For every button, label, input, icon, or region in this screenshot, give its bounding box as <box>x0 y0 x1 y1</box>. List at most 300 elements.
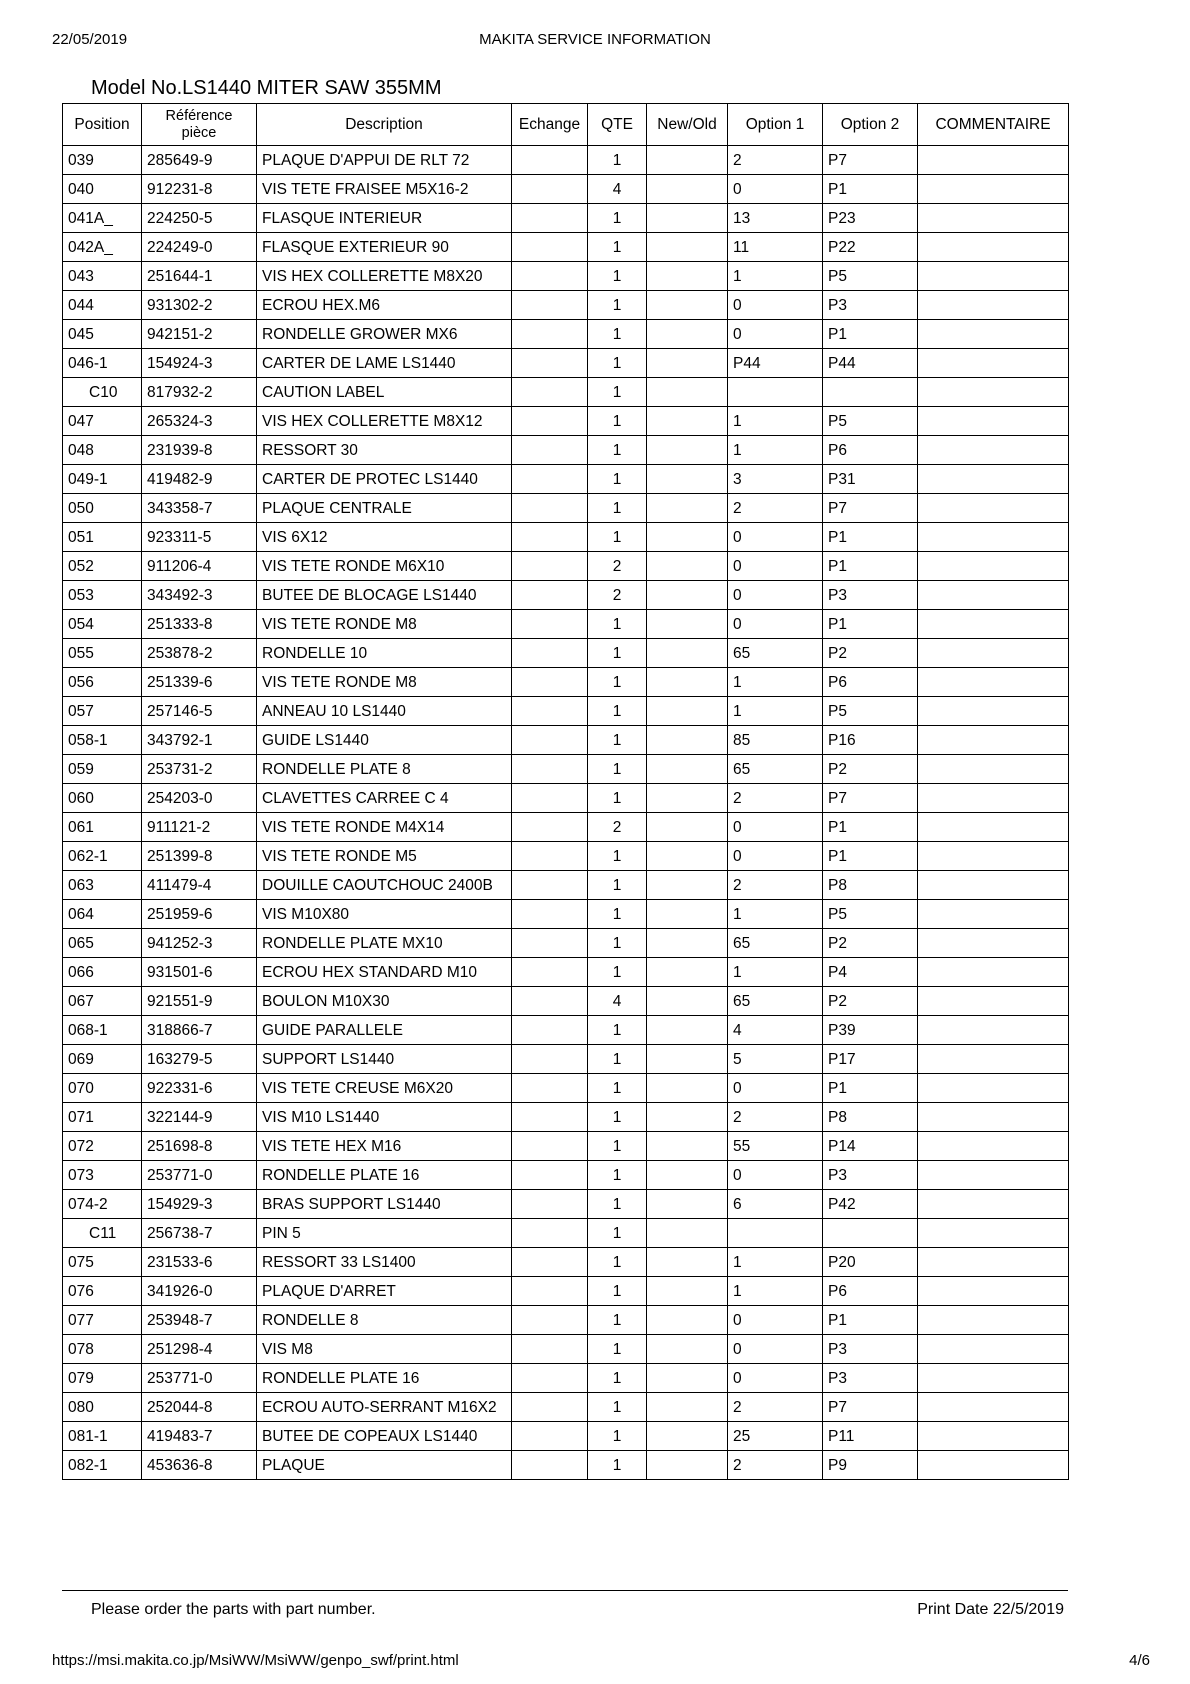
table-row <box>63 320 1069 349</box>
commentaire-cell <box>918 1364 1069 1393</box>
description-cell: PIN 5 <box>257 1219 512 1248</box>
option-1-cell: 0 <box>728 1161 823 1190</box>
new-old-cell <box>647 639 728 668</box>
commentaire-cell <box>918 929 1069 958</box>
echange-cell <box>512 291 588 320</box>
qte-cell: 1 <box>588 291 647 320</box>
description-cell: VIS TETE RONDE M6X10 <box>257 552 512 581</box>
new-old-cell <box>647 291 728 320</box>
commentaire-cell <box>918 262 1069 291</box>
qte-cell: 1 <box>588 639 647 668</box>
description-cell: PLAQUE CENTRALE <box>257 494 512 523</box>
echange-cell <box>512 407 588 436</box>
commentaire-cell <box>918 552 1069 581</box>
qte-cell: 1 <box>588 1103 647 1132</box>
col-header-option-2: Option 2 <box>823 104 918 146</box>
table-row <box>63 784 1069 813</box>
new-old-cell <box>647 233 728 262</box>
description-cell: VIS HEX COLLERETTE M8X20 <box>257 262 512 291</box>
description-cell: BUTEE DE BLOCAGE LS1440 <box>257 581 512 610</box>
echange-cell <box>512 1103 588 1132</box>
position-cell: 039 <box>63 146 142 175</box>
commentaire-cell <box>918 726 1069 755</box>
description-cell: RONDELLE PLATE 16 <box>257 1364 512 1393</box>
new-old-cell <box>647 349 728 378</box>
position-cell: 063 <box>63 871 142 900</box>
option-2-cell: P39 <box>823 1016 918 1045</box>
description-cell: RONDELLE 10 <box>257 639 512 668</box>
table-row <box>63 204 1069 233</box>
description-cell: VIS TETE FRAISEE M5X16-2 <box>257 175 512 204</box>
commentaire-cell <box>918 465 1069 494</box>
reference-cell: 231939-8 <box>142 436 257 465</box>
description-cell: CARTER DE PROTEC LS1440 <box>257 465 512 494</box>
table-row <box>63 987 1069 1016</box>
commentaire-cell <box>918 407 1069 436</box>
description-cell: DOUILLE CAOUTCHOUC 2400B <box>257 871 512 900</box>
option-2-cell <box>823 1219 918 1248</box>
commentaire-cell <box>918 639 1069 668</box>
option-1-cell: 0 <box>728 320 823 349</box>
echange-cell <box>512 552 588 581</box>
qte-cell: 1 <box>588 668 647 697</box>
qte-cell: 1 <box>588 465 647 494</box>
new-old-cell <box>647 407 728 436</box>
reference-cell: 256738-7 <box>142 1219 257 1248</box>
new-old-cell <box>647 1306 728 1335</box>
option-1-cell: 0 <box>728 552 823 581</box>
option-1-cell: 0 <box>728 581 823 610</box>
option-1-cell: 65 <box>728 755 823 784</box>
commentaire-cell <box>918 320 1069 349</box>
new-old-cell <box>647 610 728 639</box>
commentaire-cell <box>918 871 1069 900</box>
position-cell: 056 <box>63 668 142 697</box>
description-cell: ECROU HEX STANDARD M10 <box>257 958 512 987</box>
position-cell: 058-1 <box>63 726 142 755</box>
new-old-cell <box>647 204 728 233</box>
option-2-cell: P1 <box>823 610 918 639</box>
echange-cell <box>512 204 588 233</box>
qte-cell: 1 <box>588 1132 647 1161</box>
option-2-cell: P1 <box>823 842 918 871</box>
table-row <box>63 900 1069 929</box>
table-row <box>63 668 1069 697</box>
new-old-cell <box>647 146 728 175</box>
qte-cell: 1 <box>588 842 647 871</box>
option-2-cell: P8 <box>823 871 918 900</box>
table-row <box>63 523 1069 552</box>
table-row <box>63 813 1069 842</box>
reference-cell: 921551-9 <box>142 987 257 1016</box>
reference-cell: 251298-4 <box>142 1335 257 1364</box>
description-cell: VIS TETE RONDE M5 <box>257 842 512 871</box>
echange-cell <box>512 755 588 784</box>
option-2-cell: P5 <box>823 262 918 291</box>
table-row <box>63 871 1069 900</box>
commentaire-cell <box>918 291 1069 320</box>
option-1-cell: 11 <box>728 233 823 262</box>
reference-cell: 419483-7 <box>142 1422 257 1451</box>
description-cell: RESSORT 33 LS1400 <box>257 1248 512 1277</box>
new-old-cell <box>647 581 728 610</box>
option-2-cell: P4 <box>823 958 918 987</box>
option-1-cell: 65 <box>728 987 823 1016</box>
commentaire-cell <box>918 610 1069 639</box>
position-cell: 047 <box>63 407 142 436</box>
description-cell: RESSORT 30 <box>257 436 512 465</box>
qte-cell: 1 <box>588 871 647 900</box>
option-2-cell: P5 <box>823 697 918 726</box>
option-1-cell: 1 <box>728 1277 823 1306</box>
echange-cell <box>512 842 588 871</box>
table-row <box>63 1335 1069 1364</box>
commentaire-cell <box>918 1422 1069 1451</box>
option-1-cell: 25 <box>728 1422 823 1451</box>
position-cell: 062-1 <box>63 842 142 871</box>
reference-cell: 224250-5 <box>142 204 257 233</box>
qte-cell: 1 <box>588 900 647 929</box>
position-cell: 054 <box>63 610 142 639</box>
qte-cell: 1 <box>588 1045 647 1074</box>
option-2-cell: P1 <box>823 523 918 552</box>
option-2-cell: P1 <box>823 1074 918 1103</box>
option-2-cell: P3 <box>823 291 918 320</box>
echange-cell <box>512 1045 588 1074</box>
position-cell: 053 <box>63 581 142 610</box>
option-1-cell: 0 <box>728 291 823 320</box>
option-2-cell: P3 <box>823 1364 918 1393</box>
commentaire-cell <box>918 1190 1069 1219</box>
reference-cell: 154929-3 <box>142 1190 257 1219</box>
commentaire-cell <box>918 1132 1069 1161</box>
new-old-cell <box>647 1277 728 1306</box>
commentaire-cell <box>918 1045 1069 1074</box>
option-2-cell: P7 <box>823 784 918 813</box>
qte-cell: 4 <box>588 987 647 1016</box>
option-2-cell: P3 <box>823 581 918 610</box>
qte-cell: 1 <box>588 1451 647 1480</box>
position-cell: 076 <box>63 1277 142 1306</box>
option-1-cell: 2 <box>728 871 823 900</box>
table-row <box>63 1277 1069 1306</box>
new-old-cell <box>647 1393 728 1422</box>
position-cell: 051 <box>63 523 142 552</box>
option-1-cell <box>728 1219 823 1248</box>
table-row <box>63 552 1069 581</box>
position-cell: C11 <box>63 1219 142 1248</box>
description-cell: CLAVETTES CARREE C 4 <box>257 784 512 813</box>
commentaire-cell <box>918 1306 1069 1335</box>
reference-cell: 253771-0 <box>142 1364 257 1393</box>
commentaire-cell <box>918 1335 1069 1364</box>
position-cell: 065 <box>63 929 142 958</box>
echange-cell <box>512 465 588 494</box>
echange-cell <box>512 1219 588 1248</box>
option-1-cell: 1 <box>728 262 823 291</box>
description-cell: GUIDE LS1440 <box>257 726 512 755</box>
description-cell: PLAQUE D'APPUI DE RLT 72 <box>257 146 512 175</box>
option-2-cell: P22 <box>823 233 918 262</box>
table-row <box>63 1306 1069 1335</box>
new-old-cell <box>647 784 728 813</box>
option-1-cell: 4 <box>728 1016 823 1045</box>
commentaire-cell <box>918 436 1069 465</box>
echange-cell <box>512 1248 588 1277</box>
qte-cell: 1 <box>588 349 647 378</box>
echange-cell <box>512 523 588 552</box>
reference-cell: 254203-0 <box>142 784 257 813</box>
table-row <box>63 1190 1069 1219</box>
new-old-cell <box>647 958 728 987</box>
new-old-cell <box>647 378 728 407</box>
commentaire-cell <box>918 697 1069 726</box>
position-cell: 080 <box>63 1393 142 1422</box>
table-row <box>63 233 1069 262</box>
position-cell: 082-1 <box>63 1451 142 1480</box>
option-1-cell: 0 <box>728 842 823 871</box>
reference-cell: 341926-0 <box>142 1277 257 1306</box>
reference-cell: 911121-2 <box>142 813 257 842</box>
position-cell: 055 <box>63 639 142 668</box>
description-cell: VIS M10 LS1440 <box>257 1103 512 1132</box>
reference-cell: 318866-7 <box>142 1016 257 1045</box>
table-row <box>63 1016 1069 1045</box>
reference-cell: 922331-6 <box>142 1074 257 1103</box>
qte-cell: 1 <box>588 407 647 436</box>
reference-cell: 942151-2 <box>142 320 257 349</box>
option-2-cell: P1 <box>823 552 918 581</box>
option-2-cell: P7 <box>823 146 918 175</box>
reference-cell: 251339-6 <box>142 668 257 697</box>
description-cell: RONDELLE PLATE 8 <box>257 755 512 784</box>
reference-cell: 257146-5 <box>142 697 257 726</box>
new-old-cell <box>647 436 728 465</box>
description-cell: VIS TETE CREUSE M6X20 <box>257 1074 512 1103</box>
commentaire-cell <box>918 349 1069 378</box>
echange-cell <box>512 697 588 726</box>
commentaire-cell <box>918 581 1069 610</box>
option-2-cell: P3 <box>823 1161 918 1190</box>
header-title: MAKITA SERVICE INFORMATION <box>479 31 711 48</box>
reference-cell: 253948-7 <box>142 1306 257 1335</box>
option-1-cell: 5 <box>728 1045 823 1074</box>
echange-cell <box>512 175 588 204</box>
table-row <box>63 262 1069 291</box>
option-1-cell: 55 <box>728 1132 823 1161</box>
echange-cell <box>512 929 588 958</box>
table-row <box>63 1364 1069 1393</box>
table-row <box>63 407 1069 436</box>
option-1-cell: 0 <box>728 813 823 842</box>
position-cell: 048 <box>63 436 142 465</box>
model-title: Model No.LS1440 MITER SAW 355MM <box>91 77 442 99</box>
reference-cell: 343792-1 <box>142 726 257 755</box>
col-header-option-1: Option 1 <box>728 104 823 146</box>
qte-cell: 2 <box>588 813 647 842</box>
qte-cell: 1 <box>588 610 647 639</box>
echange-cell <box>512 146 588 175</box>
description-cell: PLAQUE D'ARRET <box>257 1277 512 1306</box>
option-2-cell: P14 <box>823 1132 918 1161</box>
col-header-commentaire: COMMENTAIRE <box>918 104 1069 146</box>
description-cell: ANNEAU 10 LS1440 <box>257 697 512 726</box>
option-2-cell: P11 <box>823 1422 918 1451</box>
qte-cell: 1 <box>588 436 647 465</box>
qte-cell: 1 <box>588 1219 647 1248</box>
qte-cell: 1 <box>588 1364 647 1393</box>
commentaire-cell <box>918 1248 1069 1277</box>
position-cell: 077 <box>63 1306 142 1335</box>
commentaire-cell <box>918 1074 1069 1103</box>
col-header-qte: QTE <box>588 104 647 146</box>
page-number: 4/6 <box>1129 1652 1150 1669</box>
qte-cell: 4 <box>588 175 647 204</box>
commentaire-cell <box>918 1451 1069 1480</box>
description-cell: SUPPORT LS1440 <box>257 1045 512 1074</box>
position-cell: 078 <box>63 1335 142 1364</box>
commentaire-cell <box>918 146 1069 175</box>
commentaire-cell <box>918 175 1069 204</box>
commentaire-cell <box>918 1277 1069 1306</box>
commentaire-cell <box>918 900 1069 929</box>
new-old-cell <box>647 1045 728 1074</box>
new-old-cell <box>647 1161 728 1190</box>
table-header-row <box>63 104 1069 146</box>
page-url: https://msi.makita.co.jp/MsiWW/MsiWW/genpo_swf/print.html <box>52 1652 459 1669</box>
reference-cell: 253771-0 <box>142 1161 257 1190</box>
table-row <box>63 639 1069 668</box>
new-old-cell <box>647 1248 728 1277</box>
echange-cell <box>512 784 588 813</box>
new-old-cell <box>647 1190 728 1219</box>
table-row <box>63 1103 1069 1132</box>
echange-cell <box>512 1132 588 1161</box>
reference-cell: 931302-2 <box>142 291 257 320</box>
table-row <box>63 610 1069 639</box>
table-row <box>63 1132 1069 1161</box>
new-old-cell <box>647 262 728 291</box>
position-cell: 060 <box>63 784 142 813</box>
position-cell: 068-1 <box>63 1016 142 1045</box>
echange-cell <box>512 349 588 378</box>
option-1-cell: 0 <box>728 1335 823 1364</box>
position-cell: 075 <box>63 1248 142 1277</box>
commentaire-cell <box>918 842 1069 871</box>
commentaire-cell <box>918 755 1069 784</box>
option-1-cell: 1 <box>728 1248 823 1277</box>
qte-cell: 1 <box>588 1306 647 1335</box>
description-cell: VIS TETE RONDE M8 <box>257 668 512 697</box>
footer-divider <box>62 1590 1068 1591</box>
new-old-cell <box>647 1219 728 1248</box>
option-2-cell: P31 <box>823 465 918 494</box>
echange-cell <box>512 813 588 842</box>
echange-cell <box>512 581 588 610</box>
option-1-cell: 2 <box>728 1451 823 1480</box>
commentaire-cell <box>918 668 1069 697</box>
echange-cell <box>512 1161 588 1190</box>
qte-cell: 2 <box>588 552 647 581</box>
position-cell: 046-1 <box>63 349 142 378</box>
echange-cell <box>512 1364 588 1393</box>
table-row <box>63 1451 1069 1480</box>
position-cell: 061 <box>63 813 142 842</box>
commentaire-cell <box>918 1219 1069 1248</box>
new-old-cell <box>647 320 728 349</box>
option-1-cell: 0 <box>728 175 823 204</box>
commentaire-cell <box>918 1161 1069 1190</box>
reference-cell: 252044-8 <box>142 1393 257 1422</box>
new-old-cell <box>647 1103 728 1132</box>
table-row <box>63 958 1069 987</box>
position-cell: 050 <box>63 494 142 523</box>
option-2-cell: P16 <box>823 726 918 755</box>
commentaire-cell <box>918 494 1069 523</box>
description-cell: GUIDE PARALLELE <box>257 1016 512 1045</box>
reference-cell: 251698-8 <box>142 1132 257 1161</box>
new-old-cell <box>647 1422 728 1451</box>
position-cell: 057 <box>63 697 142 726</box>
table-row <box>63 697 1069 726</box>
reference-cell: 285649-9 <box>142 146 257 175</box>
position-cell: 052 <box>63 552 142 581</box>
qte-cell: 1 <box>588 1335 647 1364</box>
option-2-cell: P17 <box>823 1045 918 1074</box>
new-old-cell <box>647 842 728 871</box>
commentaire-cell <box>918 523 1069 552</box>
reference-cell: 322144-9 <box>142 1103 257 1132</box>
commentaire-cell <box>918 813 1069 842</box>
table-row <box>63 929 1069 958</box>
position-cell: 049-1 <box>63 465 142 494</box>
new-old-cell <box>647 175 728 204</box>
table-row <box>63 1248 1069 1277</box>
description-cell: RONDELLE PLATE 16 <box>257 1161 512 1190</box>
reference-cell: 453636-8 <box>142 1451 257 1480</box>
reference-cell: 154924-3 <box>142 349 257 378</box>
table-row <box>63 1219 1069 1248</box>
qte-cell: 1 <box>588 929 647 958</box>
echange-cell <box>512 726 588 755</box>
new-old-cell <box>647 1132 728 1161</box>
new-old-cell <box>647 1335 728 1364</box>
qte-cell: 1 <box>588 146 647 175</box>
commentaire-cell <box>918 233 1069 262</box>
description-cell: FLASQUE INTERIEUR <box>257 204 512 233</box>
echange-cell <box>512 871 588 900</box>
description-cell: RONDELLE GROWER MX6 <box>257 320 512 349</box>
echange-cell <box>512 987 588 1016</box>
table-row <box>63 755 1069 784</box>
echange-cell <box>512 1016 588 1045</box>
echange-cell <box>512 1074 588 1103</box>
reference-cell: 419482-9 <box>142 465 257 494</box>
qte-cell: 1 <box>588 1190 647 1219</box>
echange-cell <box>512 1335 588 1364</box>
echange-cell <box>512 1422 588 1451</box>
reference-cell: 931501-6 <box>142 958 257 987</box>
option-1-cell: 0 <box>728 1306 823 1335</box>
option-2-cell <box>823 378 918 407</box>
position-cell: 072 <box>63 1132 142 1161</box>
qte-cell: 1 <box>588 233 647 262</box>
commentaire-cell <box>918 1103 1069 1132</box>
parts-table-body <box>63 146 1069 1480</box>
position-cell: 070 <box>63 1074 142 1103</box>
position-cell: 045 <box>63 320 142 349</box>
option-2-cell: P6 <box>823 436 918 465</box>
